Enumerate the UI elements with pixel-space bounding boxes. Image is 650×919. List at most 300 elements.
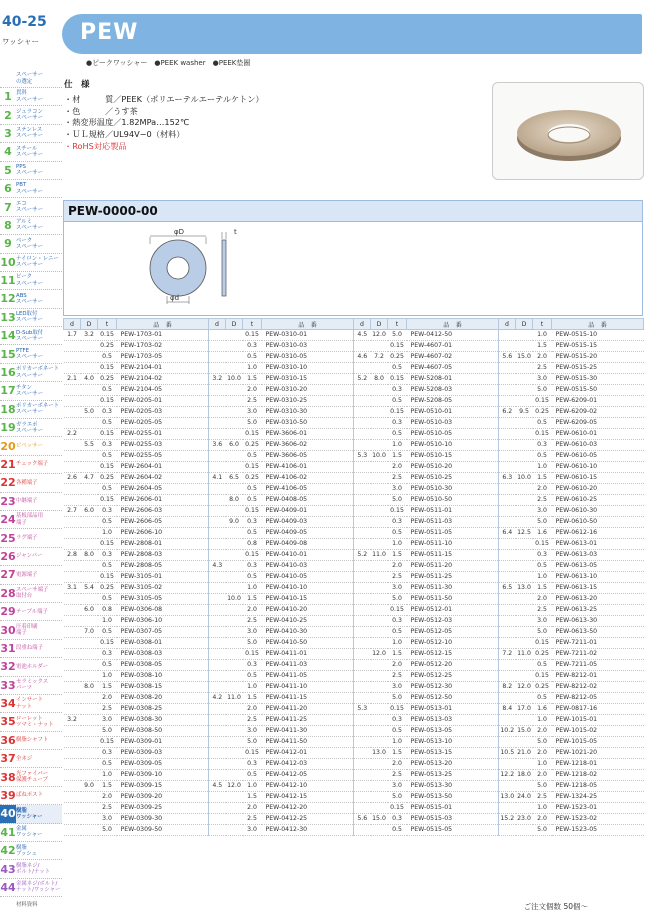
inner-diameter-cell <box>64 418 81 429</box>
thickness-cell: 3.0 <box>98 715 117 726</box>
part-number-cell: PEW-0410-50 <box>262 638 354 649</box>
part-number-cell: PEW-8212-05 <box>552 693 644 704</box>
sidebar-item-24[interactable] <box>0 511 62 529</box>
spec-heading: 仕 様 <box>64 80 90 90</box>
inner-diameter-cell <box>499 374 516 385</box>
sidebar-item-1[interactable] <box>0 88 62 106</box>
sidebar-item-label: PBT スペーサー <box>16 182 43 195</box>
sidebar-item-number: 10 <box>0 255 16 269</box>
outer-diameter-cell: 11.0 <box>226 693 243 704</box>
sidebar-item-35[interactable] <box>0 713 62 731</box>
thickness-cell: 0.3 <box>388 517 407 528</box>
outer-diameter-cell <box>81 352 98 363</box>
outer-diameter-cell <box>81 517 98 528</box>
outer-diameter-cell <box>516 825 533 836</box>
inner-diameter-cell <box>499 594 516 605</box>
thickness-cell: 3.0 <box>243 407 262 418</box>
sidebar-items <box>0 88 62 897</box>
sidebar-item-39[interactable] <box>0 787 62 805</box>
table-row <box>64 517 644 528</box>
outer-diameter-cell <box>516 638 533 649</box>
thickness-cell: 2.5 <box>533 363 552 374</box>
part-number-cell: PEW-4106-05 <box>262 484 354 495</box>
part-number-cell: PEW-0515-25 <box>552 363 644 374</box>
part-number-cell: PEW-0308-50 <box>117 726 209 737</box>
thickness-cell: 0.25 <box>243 473 262 484</box>
spec-line-heat: ・熱変形温度／1.82MPa…152℃ <box>64 117 190 128</box>
sidebar-item-number: 23 <box>0 494 16 508</box>
part-number-cell: PEW-0512-01 <box>407 605 499 616</box>
sidebar-item-selection-guide[interactable]: スペーサー の選定 <box>0 70 62 88</box>
thickness-cell: 0.15 <box>388 341 407 352</box>
table-row <box>64 341 644 352</box>
inner-diameter-cell <box>64 561 81 572</box>
table-row <box>64 594 644 605</box>
inner-diameter-label: φd <box>170 294 180 302</box>
sidebar-item-9[interactable] <box>0 235 62 253</box>
sidebar-item-number: 1 <box>4 90 12 104</box>
part-number-cell: PEW-0512-10 <box>407 638 499 649</box>
inner-diameter-cell <box>209 605 226 616</box>
part-number-cell: PEW-1324-25 <box>552 792 644 803</box>
part-number-cell: PEW-0409-08 <box>262 539 354 550</box>
part-number-cell: PEW-0309-25 <box>117 803 209 814</box>
inner-diameter-cell <box>499 429 516 440</box>
thickness-cell: 0.3 <box>243 517 262 528</box>
thickness-cell: 0.25 <box>533 682 552 693</box>
table-row <box>64 649 644 660</box>
inner-diameter-cell <box>209 495 226 506</box>
part-number-cell: PEW-0511-10 <box>407 539 499 550</box>
thickness-cell: 0.25 <box>98 374 117 385</box>
sidebar-item-26[interactable] <box>0 548 62 566</box>
outer-diameter-cell <box>226 407 243 418</box>
inner-diameter-cell <box>354 781 371 792</box>
inner-diameter-cell <box>354 638 371 649</box>
outer-diameter-cell <box>371 440 388 451</box>
outer-diameter-cell <box>516 341 533 352</box>
part-number-cell: PEW-0511-01 <box>407 506 499 517</box>
part-number-cell: PEW-6209-01 <box>552 396 644 407</box>
sidebar-item-14[interactable] <box>0 327 62 345</box>
thickness-cell: 5.0 <box>243 418 262 429</box>
table-row <box>64 572 644 583</box>
outer-diameter-cell <box>226 583 243 594</box>
sidebar-item-label: インサート ナット <box>16 697 43 710</box>
sidebar-item-label: 電源端子 <box>16 571 38 578</box>
part-number-cell: PEW-0412-25 <box>262 814 354 825</box>
sidebar-item-number: 20 <box>0 439 16 453</box>
sidebar-item-label: ピーク スペーサー <box>16 274 43 287</box>
inner-diameter-cell <box>209 583 226 594</box>
sidebar-item-42[interactable] <box>0 842 62 860</box>
part-number-cell: PEW-0512-15 <box>407 649 499 660</box>
sidebar-item-25[interactable] <box>0 529 62 547</box>
sidebar-item-label: ポリカーボネート スペーサー <box>16 366 60 379</box>
sidebar-item-label: ステンレス スペーサー <box>16 127 43 140</box>
inner-diameter-cell <box>64 825 81 836</box>
sidebar-item-33[interactable] <box>0 677 62 695</box>
inner-diameter-cell <box>64 781 81 792</box>
thickness-cell: 1.0 <box>98 616 117 627</box>
outer-diameter-cell: 13.0 <box>371 748 388 759</box>
part-number-cell: PEW-0309-15 <box>117 781 209 792</box>
outer-diameter-cell <box>516 594 533 605</box>
outer-diameter-cell <box>226 671 243 682</box>
thickness-cell: 0.5 <box>243 770 262 781</box>
outer-diameter-cell <box>371 363 388 374</box>
thickness-cell: 1.0 <box>533 759 552 770</box>
part-number-cell: PEW-0411-50 <box>262 737 354 748</box>
sidebar-item-23[interactable] <box>0 493 62 511</box>
sidebar-item-number: 30 <box>0 623 16 637</box>
outer-diameter-cell <box>81 638 98 649</box>
thickness-cell: 0.3 <box>388 814 407 825</box>
outer-diameter-cell <box>516 539 533 550</box>
part-number-cell: PEW-0310-25 <box>262 396 354 407</box>
sidebar-item-materials[interactable]: 材料資料 <box>16 902 38 909</box>
thickness-cell: 0.5 <box>243 528 262 539</box>
part-number-cell: PEW-0610-01 <box>552 429 644 440</box>
sidebar-item-7[interactable] <box>0 198 62 216</box>
inner-diameter-cell <box>64 440 81 451</box>
table-row <box>64 737 644 748</box>
inner-diameter-cell <box>499 803 516 814</box>
outer-diameter-cell: 23.0 <box>516 814 533 825</box>
part-number-cell: PEW-0610-25 <box>552 495 644 506</box>
inner-diameter-cell <box>499 451 516 462</box>
part-number-cell: PEW-0411-03 <box>262 660 354 671</box>
sidebar-item-8[interactable] <box>0 217 62 235</box>
inner-diameter-cell <box>499 418 516 429</box>
sidebar-item-10[interactable] <box>0 254 62 272</box>
outer-diameter-cell: 8.0 <box>371 374 388 385</box>
table-row <box>64 528 644 539</box>
outer-diameter-cell <box>516 385 533 396</box>
sidebar-item-label: 中継端子 <box>16 498 38 505</box>
sidebar-item-number: 32 <box>0 660 16 674</box>
thickness-cell: 0.15 <box>98 572 117 583</box>
inner-diameter-cell <box>499 506 516 517</box>
sidebar-item-43[interactable] <box>0 860 62 878</box>
thickness-cell: 0.25 <box>98 583 117 594</box>
thickness-cell: 0.25 <box>533 649 552 660</box>
part-number-cell: PEW-0310-30 <box>262 407 354 418</box>
part-number-cell: PEW-1523-01 <box>552 803 644 814</box>
column-header: t <box>98 319 117 330</box>
thickness-cell: 5.0 <box>533 781 552 792</box>
thickness-cell: 2.5 <box>388 572 407 583</box>
outer-diameter-cell <box>226 748 243 759</box>
thickness-cell: 0.5 <box>243 495 262 506</box>
part-number-cell: PEW-0513-03 <box>407 715 499 726</box>
sidebar-item-label: テーブル端子 <box>16 608 48 615</box>
thickness-cell: 0.5 <box>388 363 407 374</box>
thickness-cell: 0.3 <box>388 385 407 396</box>
inner-diameter-cell <box>354 561 371 572</box>
outer-diameter-cell <box>516 440 533 451</box>
inner-diameter-cell <box>64 616 81 627</box>
inner-diameter-cell <box>209 770 226 781</box>
thickness-cell: 3.0 <box>388 682 407 693</box>
thickness-cell: 5.0 <box>98 726 117 737</box>
outer-diameter-cell <box>81 759 98 770</box>
sidebar-item-3[interactable] <box>0 125 62 143</box>
spec-line-color: ・色 ／うす茶 <box>64 105 138 116</box>
thickness-cell: 5.0 <box>243 638 262 649</box>
table-row <box>64 385 644 396</box>
thickness-cell: 5.0 <box>533 517 552 528</box>
outer-diameter-cell: 12.5 <box>516 528 533 539</box>
part-number-cell: PEW-4106-01 <box>262 462 354 473</box>
part-number-cell: PEW-2606-10 <box>117 528 209 539</box>
outer-diameter-cell: 15.0 <box>516 352 533 363</box>
sidebar-item-number: 17 <box>0 384 16 398</box>
thickness-cell: 1.5 <box>388 451 407 462</box>
thickness-cell: 0.25 <box>533 407 552 418</box>
thickness-cell: 0.15 <box>98 363 117 374</box>
table-row <box>64 726 644 737</box>
sidebar-item-41[interactable] <box>0 824 62 842</box>
inner-diameter-cell <box>209 715 226 726</box>
inner-diameter-cell <box>64 528 81 539</box>
sidebar-item-34[interactable] <box>0 695 62 713</box>
inner-diameter-cell <box>209 484 226 495</box>
sidebar-item-16[interactable] <box>0 364 62 382</box>
sidebar-item-number: 37 <box>0 752 16 766</box>
inner-diameter-cell: 10.2 <box>499 726 516 737</box>
parts-table-body <box>64 330 644 836</box>
inner-diameter-cell <box>64 792 81 803</box>
outer-diameter-cell <box>81 737 98 748</box>
thickness-cell: 3.0 <box>388 781 407 792</box>
thickness-cell: 0.15 <box>98 737 117 748</box>
part-number-cell: PEW-0510-15 <box>407 451 499 462</box>
outer-diameter-cell <box>371 726 388 737</box>
thickness-cell: 0.15 <box>98 330 117 341</box>
category-sidebar <box>0 70 62 911</box>
sidebar-item-20[interactable] <box>0 437 62 455</box>
inner-diameter-cell <box>499 572 516 583</box>
page-number: 40-25 <box>2 14 47 30</box>
thickness-cell: 1.0 <box>533 330 552 341</box>
sidebar-item-31[interactable] <box>0 640 62 658</box>
outer-diameter-cell: 7.2 <box>371 352 388 363</box>
outer-diameter-cell <box>516 429 533 440</box>
thickness-cell: 3.0 <box>533 506 552 517</box>
sidebar-item-label: エコ スペーサー <box>16 200 43 214</box>
thickness-cell: 0.5 <box>388 627 407 638</box>
sidebar-item-6[interactable] <box>0 180 62 198</box>
thickness-cell: 0.5 <box>98 451 117 462</box>
part-number-cell: PEW-0309-20 <box>117 792 209 803</box>
sidebar-item-17[interactable] <box>0 382 62 400</box>
thickness-cell: 0.3 <box>98 440 117 451</box>
sidebar-item-22[interactable] <box>0 474 62 492</box>
outer-diameter-cell <box>516 561 533 572</box>
sidebar-item-44[interactable] <box>0 879 62 897</box>
table-row <box>64 792 644 803</box>
part-number-cell: PEW-0513-30 <box>407 781 499 792</box>
part-number-cell: PEW-0412-05 <box>262 770 354 781</box>
sidebar-item-40[interactable] <box>0 805 62 823</box>
outer-diameter-cell <box>81 792 98 803</box>
thickness-cell: 1.0 <box>98 671 117 682</box>
thickness-cell: 1.5 <box>388 748 407 759</box>
outer-diameter-label: φD <box>174 228 185 236</box>
sidebar-item-19[interactable] <box>0 419 62 437</box>
sidebar-item-number: 21 <box>0 458 16 471</box>
thickness-cell: 0.5 <box>388 726 407 737</box>
outer-diameter-cell <box>226 726 243 737</box>
part-number-cell: PEW-0515-30 <box>552 374 644 385</box>
outer-diameter-cell: 5.5 <box>81 440 98 451</box>
part-number-cell: PEW-3606-01 <box>262 429 354 440</box>
inner-diameter-cell <box>64 660 81 671</box>
table-row <box>64 484 644 495</box>
inner-diameter-cell <box>64 737 81 748</box>
sidebar-item-2[interactable] <box>0 106 62 124</box>
sidebar-item-38[interactable] <box>0 768 62 786</box>
part-number-cell: PEW-0515-50 <box>552 385 644 396</box>
outer-diameter-cell <box>516 550 533 561</box>
sidebar-item-5[interactable] <box>0 162 62 180</box>
thickness-cell: 0.5 <box>243 484 262 495</box>
table-row <box>64 418 644 429</box>
outer-diameter-cell <box>81 715 98 726</box>
thickness-cell: 2.5 <box>533 495 552 506</box>
table-row <box>64 583 644 594</box>
inner-diameter-cell <box>354 627 371 638</box>
inner-diameter-cell <box>354 693 371 704</box>
inner-diameter-cell: 13.0 <box>499 792 516 803</box>
thickness-cell: 0.5 <box>243 352 262 363</box>
part-number-cell: PEW-2604-01 <box>117 462 209 473</box>
parts-table-header <box>64 319 644 330</box>
sidebar-item-4[interactable] <box>0 143 62 161</box>
inner-diameter-cell <box>64 341 81 352</box>
sidebar-item-number: 34 <box>0 697 16 711</box>
inner-diameter-cell <box>499 671 516 682</box>
thickness-cell: 0.15 <box>243 330 262 341</box>
sidebar-item-15[interactable] <box>0 345 62 363</box>
inner-diameter-cell: 8.4 <box>499 704 516 715</box>
outer-diameter-cell <box>226 803 243 814</box>
outer-diameter-cell: 10.0 <box>371 451 388 462</box>
sidebar-item-number: 4 <box>4 145 12 159</box>
outer-diameter-cell <box>226 550 243 561</box>
outer-diameter-cell <box>81 385 98 396</box>
sidebar-item-29[interactable] <box>0 603 62 621</box>
table-row <box>64 616 644 627</box>
inner-diameter-cell <box>354 726 371 737</box>
outer-diameter-cell: 4.0 <box>81 374 98 385</box>
sidebar-item-28[interactable] <box>0 585 62 603</box>
sidebar-item-30[interactable] <box>0 621 62 639</box>
outer-diameter-cell: 6.0 <box>81 605 98 616</box>
outer-diameter-cell <box>371 407 388 418</box>
thickness-cell: 1.5 <box>98 682 117 693</box>
outer-diameter-cell <box>226 792 243 803</box>
part-number-cell: PEW-0610-03 <box>552 440 644 451</box>
sidebar-item-18[interactable] <box>0 401 62 419</box>
outer-diameter-cell <box>516 759 533 770</box>
sidebar-item-number: 12 <box>0 292 16 306</box>
thickness-cell: 0.5 <box>533 660 552 671</box>
sidebar-item-number: 42 <box>0 844 16 858</box>
table-row <box>64 770 644 781</box>
outer-diameter-cell <box>371 506 388 517</box>
inner-diameter-cell <box>209 506 226 517</box>
outer-diameter-cell <box>226 649 243 660</box>
inner-diameter-cell <box>354 539 371 550</box>
thickness-cell: 1.0 <box>243 781 262 792</box>
part-number-cell: PEW-0310-50 <box>262 418 354 429</box>
sidebar-item-11[interactable] <box>0 272 62 290</box>
inner-diameter-cell <box>354 495 371 506</box>
sidebar-item-21[interactable] <box>0 456 62 474</box>
outer-diameter-cell <box>81 572 98 583</box>
sidebar-item-32[interactable] <box>0 658 62 676</box>
part-number-cell: PEW-0515-20 <box>552 352 644 363</box>
inner-diameter-cell: 4.1 <box>209 473 226 484</box>
outer-diameter-cell <box>81 341 98 352</box>
table-row <box>64 539 644 550</box>
thickness-cell: 2.0 <box>388 759 407 770</box>
inner-diameter-cell <box>499 440 516 451</box>
inner-diameter-cell <box>499 517 516 528</box>
outer-diameter-cell: 10.0 <box>226 594 243 605</box>
inner-diameter-cell <box>209 407 226 418</box>
outer-diameter-cell: 18.0 <box>516 770 533 781</box>
thickness-cell: 0.5 <box>98 484 117 495</box>
sidebar-item-37[interactable] <box>0 750 62 768</box>
part-number-cell: PEW-0412-03 <box>262 759 354 770</box>
sidebar-item-36[interactable] <box>0 732 62 750</box>
outer-diameter-cell: 6.0 <box>81 506 98 517</box>
inner-diameter-cell: 4.6 <box>354 352 371 363</box>
part-number-cell: PEW-0610-30 <box>552 506 644 517</box>
sidebar-item-number: 3 <box>4 126 12 140</box>
sidebar-item-27[interactable] <box>0 566 62 584</box>
inner-diameter-cell <box>354 748 371 759</box>
outer-diameter-cell <box>371 462 388 473</box>
thickness-cell: 2.0 <box>533 484 552 495</box>
sidebar-item-label: 貫斜 スペーサー <box>16 90 43 103</box>
sidebar-item-label: 圧着印刷 端子 <box>16 623 38 637</box>
inner-diameter-cell: 2.2 <box>64 429 81 440</box>
outer-diameter-cell <box>371 792 388 803</box>
outer-diameter-cell: 9.5 <box>516 407 533 418</box>
inner-diameter-cell <box>209 462 226 473</box>
outer-diameter-cell <box>516 451 533 462</box>
sidebar-item-number: 39 <box>0 789 16 803</box>
outer-diameter-cell <box>226 572 243 583</box>
inner-diameter-cell: 5.3 <box>354 451 371 462</box>
outer-diameter-cell <box>81 616 98 627</box>
spec-section <box>64 80 364 153</box>
table-row <box>64 814 644 825</box>
sidebar-item-12[interactable] <box>0 290 62 308</box>
sidebar-item-label: スチール スペーサー <box>16 145 43 158</box>
thickness-cell: 0.15 <box>98 495 117 506</box>
outer-diameter-cell <box>371 583 388 594</box>
part-number-cell: PEW-7211-02 <box>552 649 644 660</box>
sidebar-item-13[interactable] <box>0 309 62 327</box>
thickness-cell: 0.15 <box>243 550 262 561</box>
part-number-cell: PEW-5208-03 <box>407 385 499 396</box>
part-number-cell: PEW-0308-01 <box>117 638 209 649</box>
